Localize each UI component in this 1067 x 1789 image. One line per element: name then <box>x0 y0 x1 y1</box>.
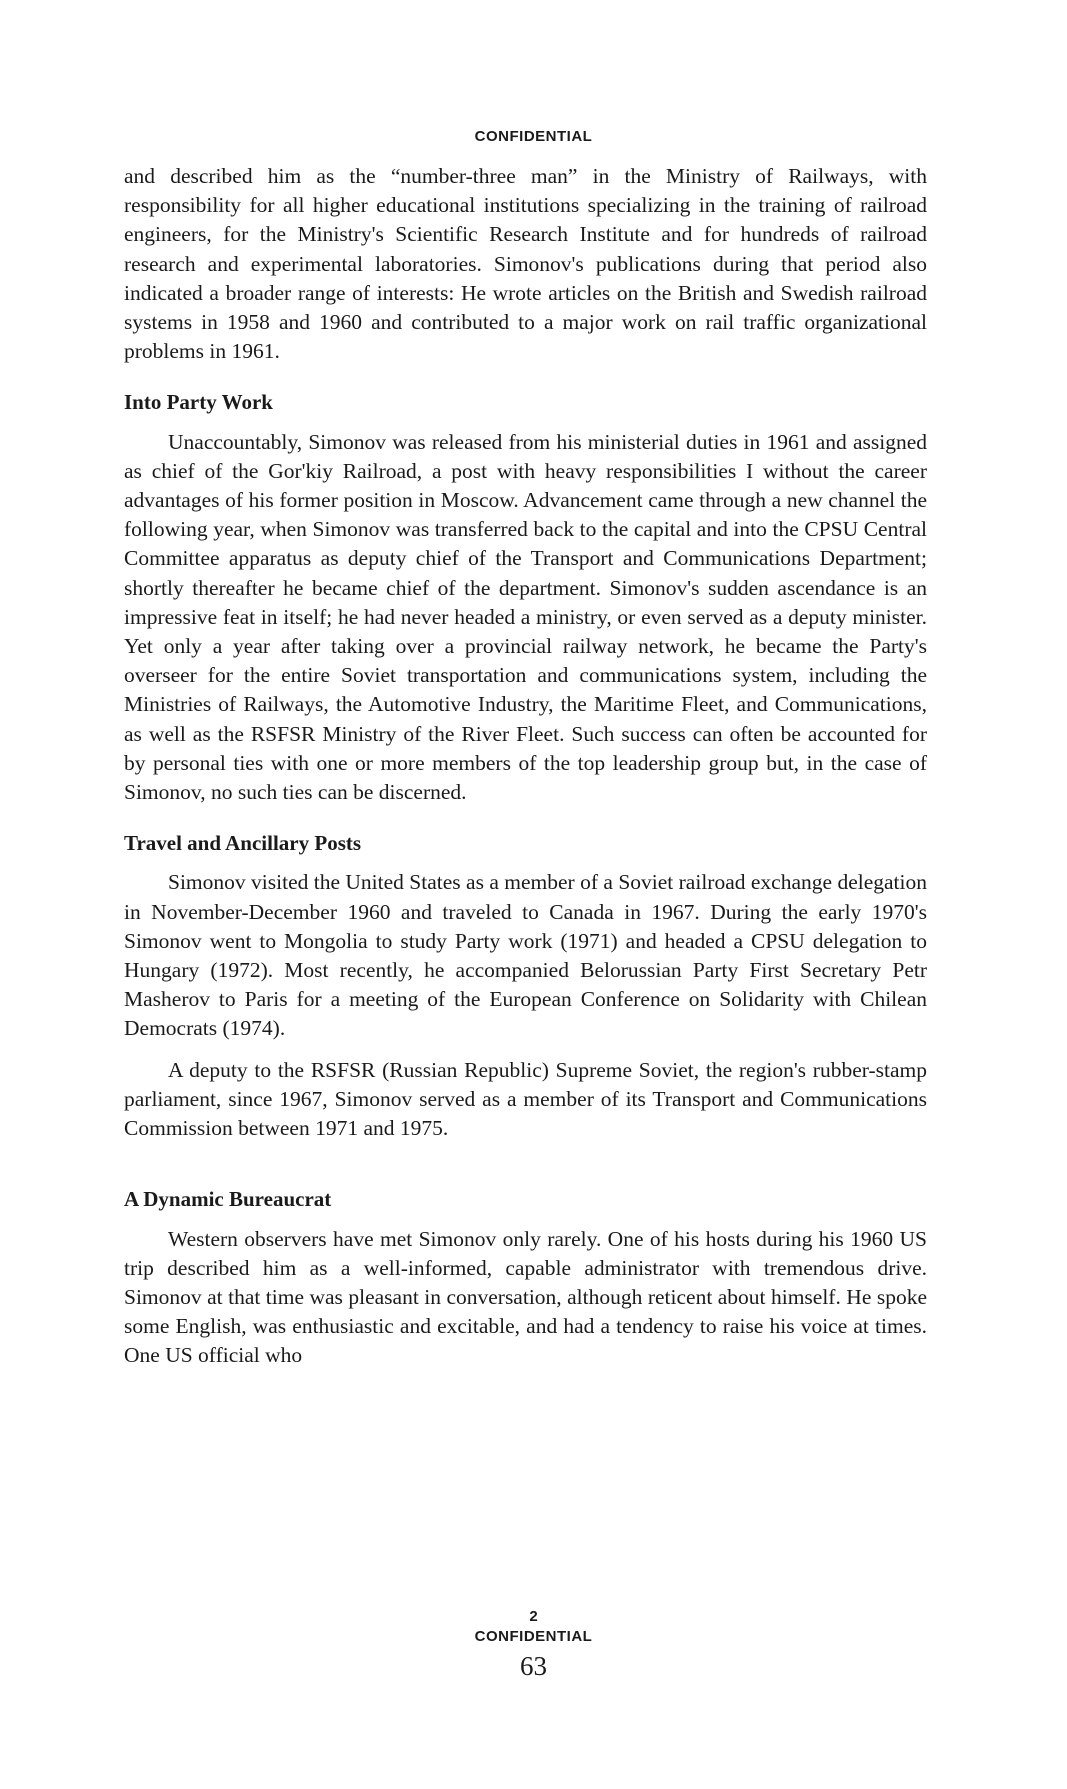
bureaucrat-paragraph: Western observers have met Simonov only rarely. One of his hosts during his 1960 US trip described him as a well-informed, capable administrator with tremendous drive. Simonov at that time was pleasant in conversation, although reticent about himself. He spoke some English, was enthusiastic and excitable, and had a tendency to raise his voice at times. One US official who <box>124 1226 927 1368</box>
page-number: 2 <box>529 1608 538 1625</box>
folio-number: 63 <box>520 1651 547 1681</box>
page-footer <box>0 1607 1067 1683</box>
travel-paragraph-2: A deputy to the RSFSR (Russian Republic) Supreme Soviet, the region's rubber-stamp parliament, since 1967, Simonov served as a member of its Transport and Communications Commission between 1971 and 1975. <box>124 1057 927 1141</box>
party-work-paragraph: Unaccountably, Simonov was released from his ministerial duties in 1961 and assigned as chief of the Gor'kiy Railroad, a post with heavy responsibilities I without the career advantages of his former position in Moscow. Advancement came through a new channel the following year, when Simonov was transferred back to the capital and into the CPSU Central Committee apparatus as deputy chief of the Transport and Communications Department; shortly thereafter he became chief of the department. Simonov's sudden ascendance is an impressive feat in itself; he had never headed a ministry, or even served as a deputy minister. Yet only a year after taking over a provincial railway network, he became the Party's overseer for the entire Soviet transportation and communications system, including the Ministries of Railways, the Automotive Industry, the Maritime Fleet, and Communications, as well as the RSFSR Ministry of the River Fleet. Such success can often be accounted for by personal ties with one or more members of the top leadership group but, in the case of Simonov, no such ties can be discerned. <box>124 429 927 805</box>
bottom-classification-marking: CONFIDENTIAL <box>474 1628 593 1645</box>
document-body <box>124 162 927 1371</box>
top-classification-marking: CONFIDENTIAL <box>474 128 593 145</box>
heading-travel-and-ancillary-posts: Travel and Ancillary Posts <box>124 831 362 856</box>
intro-paragraph: and described him as the “number-three man” in the Ministry of Railways, with responsibility for all higher educational institutions specializing in the training of railroad engineers, for the Ministry's Scientific Research Institute and for hundreds of railroad research and experimental laboratories. Simonov's publications during that period also indicated a broader range of interests: He wrote articles on the British and Swedish railroad systems in 1958 and 1960 and contributed to a major work on rail traffic organizational problems in 1961. <box>124 164 927 364</box>
travel-paragraph-1: Simonov visited the United States as a member of a Soviet railroad exchange delegation in November-December 1960 and traveled to Canada in 1967. During the early 1970's Simonov went to Mongolia to study Party work (1971) and headed a CPSU delegation to Hungary (1972). Most recently, he accompanied Belorussian Party First Secretary Petr Masherov to Paris for a meeting of the European Conference on Solidarity with Chilean Democrats (1974). <box>124 870 927 1041</box>
heading-into-party-work: Into Party Work <box>124 390 273 415</box>
heading-a-dynamic-bureaucrat: A Dynamic Bureaucrat <box>124 1187 332 1212</box>
